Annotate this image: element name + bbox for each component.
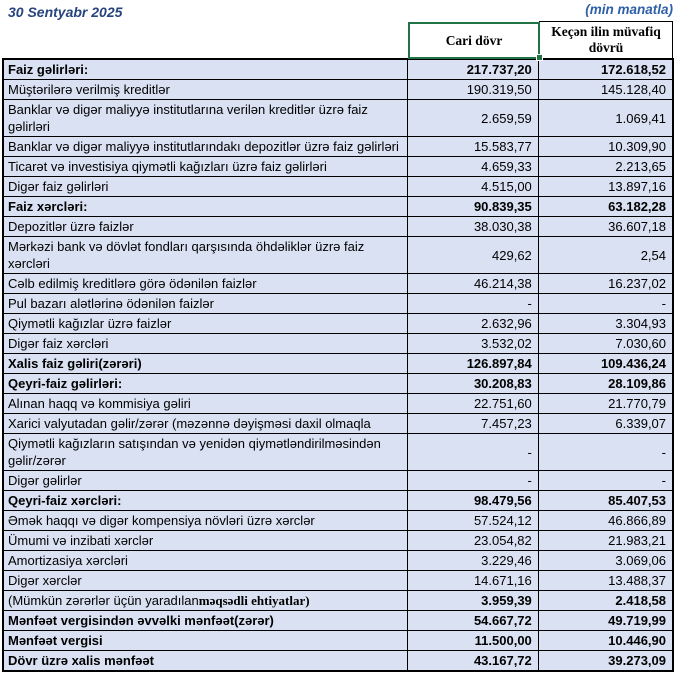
row-label-cell[interactable]: Digər xərclər	[4, 571, 408, 590]
row-label-cell[interactable]: Qiymətli kağızlar üzrə faizlər	[4, 314, 408, 333]
table-row	[4, 294, 672, 314]
previous-period-value-cell[interactable]: 7.030,60	[615, 336, 667, 351]
row-label-cell[interactable]: Digər faiz xərcləri	[4, 334, 408, 353]
table-row	[4, 651, 672, 670]
previous-period-value-cell[interactable]: -	[661, 296, 667, 311]
row-label-cell[interactable]: Müştərilərə verilmiş kreditlər	[4, 80, 408, 99]
row-label-cell[interactable]: Qiymətli kağızların satışından və yenidən qiymətləndirilməsindən gəlir/zərər	[4, 434, 408, 470]
current-period-value-cell[interactable]: 190.319,50	[408, 80, 539, 99]
previous-period-value-cell[interactable]: 85.407,53	[608, 493, 667, 508]
current-period-value-cell[interactable]: 98.479,56	[408, 491, 539, 510]
row-label-cell[interactable]: Qeyri-faiz gəlirləri:	[4, 374, 408, 393]
current-period-value-cell[interactable]: 54.667,72	[408, 611, 539, 630]
previous-period-value-cell[interactable]: 28.109,86	[608, 376, 667, 391]
previous-period-value-cell[interactable]: 49.719,99	[608, 613, 667, 628]
row-label-cell[interactable]: Əmək haqqı və digər kompensiya növləri üzrə xərclər	[4, 511, 408, 530]
previous-period-value-cell[interactable]: 46.866,89	[608, 513, 667, 528]
table-row	[4, 611, 672, 631]
table-row	[4, 334, 672, 354]
previous-period-value-cell[interactable]: 3.304,93	[615, 316, 667, 331]
row-label-cell[interactable]: Ümumi və inzibati xərclər	[4, 531, 408, 550]
row-label-cell[interactable]: Digər gəlirlər	[4, 471, 408, 490]
current-period-value-cell[interactable]: 90.839,35	[408, 197, 539, 216]
previous-period-value-cell[interactable]: 13.897,16	[608, 179, 667, 194]
table-row	[4, 571, 672, 591]
row-label-cell[interactable]: Pul bazarı alətlərinə ödənilən faizlər	[4, 294, 408, 313]
row-label-cell[interactable]: Digər faiz gəlirləri	[4, 177, 408, 196]
row-label-cell[interactable]: Qeyri-faiz xərcləri:	[4, 491, 408, 510]
current-period-value-cell[interactable]: 57.524,12	[408, 511, 539, 530]
current-period-value-cell[interactable]: 15.583,77	[408, 137, 539, 156]
previous-period-value-cell[interactable]: 63.182,28	[608, 199, 667, 214]
table-row	[4, 177, 672, 197]
report-date-label: 30 Sentyabr 2025	[8, 4, 123, 20]
row-label-cell[interactable]: Ticarət və investisiya qiymətli kağızları üzrə faiz gəlirləri	[4, 157, 408, 176]
table-row	[4, 274, 672, 294]
previous-period-value-cell[interactable]: 10.309,90	[608, 139, 667, 154]
previous-period-value-cell[interactable]: -	[661, 473, 667, 488]
row-label-cell[interactable]: Faiz xərcləri:	[4, 197, 408, 216]
selection-fill-handle[interactable]	[536, 54, 543, 61]
current-period-value-cell[interactable]: 2.659,59	[408, 100, 539, 136]
current-period-value-cell[interactable]: -	[408, 471, 539, 490]
current-period-value-cell[interactable]: 217.737,20	[408, 60, 539, 79]
previous-period-value-cell[interactable]: 145.128,40	[600, 82, 667, 97]
table-row	[4, 237, 672, 274]
previous-period-value-cell[interactable]: 21.770,79	[608, 396, 667, 411]
previous-period-value-cell[interactable]: 13.488,37	[608, 573, 667, 588]
previous-period-value-cell[interactable]: 3.069,06	[615, 553, 667, 568]
current-period-value-cell[interactable]: 4.659,33	[408, 157, 539, 176]
current-period-value-cell[interactable]: 3.959,39	[408, 591, 539, 610]
current-period-value-cell[interactable]: 30.208,83	[408, 374, 539, 393]
current-period-value-cell[interactable]: 46.214,38	[408, 274, 539, 293]
row-label-cell[interactable]: Cəlb edilmiş kreditlərə görə ödənilən faizlər	[4, 274, 408, 293]
current-period-value-cell[interactable]: -	[408, 294, 539, 313]
previous-period-value-cell[interactable]: 21.983,21	[608, 533, 667, 548]
current-period-value-cell[interactable]: 11.500,00	[408, 631, 539, 650]
previous-period-value-cell[interactable]: 109.436,24	[600, 356, 667, 371]
column-header-previous-period[interactable]: Keçən ilin müvafiq dövrü	[539, 21, 673, 59]
previous-period-value-cell[interactable]: 172.618,52	[600, 62, 667, 77]
previous-period-value-cell[interactable]: 16.237,02	[608, 276, 667, 291]
previous-period-value-cell[interactable]: 10.446,90	[608, 633, 667, 648]
table-row	[4, 511, 672, 531]
table-row	[4, 471, 672, 491]
table-row	[4, 394, 672, 414]
row-label-cell[interactable]: Amortizasiya xərcləri	[4, 551, 408, 570]
table-row	[4, 197, 672, 217]
row-label-cell[interactable]: Banklar və digər maliyyə institutlarına verilən kreditlər üzrə faiz gəlirləri	[4, 100, 408, 136]
current-period-value-cell[interactable]: 4.515,00	[408, 177, 539, 196]
previous-period-value-cell[interactable]: 39.273,09	[608, 653, 667, 668]
table-row	[4, 414, 672, 434]
current-period-value-cell[interactable]: 38.030,38	[408, 217, 539, 236]
table-row	[4, 217, 672, 237]
currency-unit-label: (min manatla)	[585, 2, 673, 17]
row-label-cell[interactable]: Faiz gəlirləri:	[4, 60, 408, 79]
row-label-cell[interactable]: Mənfəət vergisi	[4, 631, 408, 650]
previous-period-value-cell[interactable]: -	[661, 444, 667, 460]
previous-period-value-cell[interactable]: 1.069,41	[615, 110, 667, 126]
row-label-cell[interactable]: Alınan haqq və kommisiya gəliri	[4, 394, 408, 413]
table-row	[4, 591, 672, 611]
row-label-cell[interactable]: (Mümkün zərərlər üçün yaradılan məqsədli ehtiyatlar)	[4, 591, 408, 610]
table-row	[4, 157, 672, 177]
current-period-value-cell[interactable]: 7.457,23	[408, 414, 539, 433]
financial-table	[2, 58, 674, 672]
table-row	[4, 551, 672, 571]
column-header-current-period[interactable]: Cari dövr	[408, 22, 540, 59]
table-row	[4, 374, 672, 394]
row-label-cell[interactable]: Dövr üzrə xalis mənfəət	[4, 651, 408, 670]
previous-period-value-cell[interactable]: 2.418,58	[615, 593, 667, 608]
table-row	[4, 531, 672, 551]
table-row	[4, 80, 672, 100]
current-period-value-cell[interactable]: 23.054,82	[408, 531, 539, 550]
current-period-value-cell[interactable]: 2.632,96	[408, 314, 539, 333]
current-period-value-cell[interactable]: 3.229,46	[408, 551, 539, 570]
current-period-value-cell[interactable]: 126.897,84	[408, 354, 539, 373]
row-label-cell[interactable]: Mərkəzi bank və dövlət fondları qarşısında öhdəliklər üzrə faiz xərcləri	[4, 237, 408, 273]
current-period-value-cell[interactable]: 43.167,72	[408, 651, 539, 670]
current-period-value-cell[interactable]: -	[408, 434, 539, 470]
row-label-cell[interactable]: Depozitlər üzrə faizlər	[4, 217, 408, 236]
table-row	[4, 434, 672, 471]
row-label-cell[interactable]: Xarici valyutadan gəlir/zərər (məzənnə dəyişməsi daxil olmaqla	[4, 414, 408, 433]
previous-period-value-cell[interactable]: 36.607,18	[608, 219, 667, 234]
table-row	[4, 631, 672, 651]
previous-period-value-cell[interactable]: 6.339,07	[615, 416, 667, 431]
previous-period-value-cell[interactable]: 2.213,65	[615, 159, 667, 174]
previous-period-value-cell[interactable]: 2,54	[640, 247, 667, 263]
table-row	[4, 137, 672, 157]
current-period-value-cell[interactable]: 14.671,16	[408, 571, 539, 590]
current-period-value-cell[interactable]: 3.532,02	[408, 334, 539, 353]
table-row	[4, 491, 672, 511]
current-period-value-cell[interactable]: 429,62	[408, 237, 539, 273]
table-row	[4, 354, 672, 374]
table-row	[4, 100, 672, 137]
current-period-value-cell[interactable]: 22.751,60	[408, 394, 539, 413]
row-label-cell[interactable]: Banklar və digər maliyyə institutlarındakı depozitlər üzrə faiz gəlirləri	[4, 137, 408, 156]
row-label-cell[interactable]: Xalis faiz gəliri(zərəri)	[4, 354, 408, 373]
row-label-cell[interactable]: Mənfəət vergisindən əvvəlki mənfəət(zərər)	[4, 611, 408, 630]
table-row	[4, 60, 672, 80]
table-row	[4, 314, 672, 334]
